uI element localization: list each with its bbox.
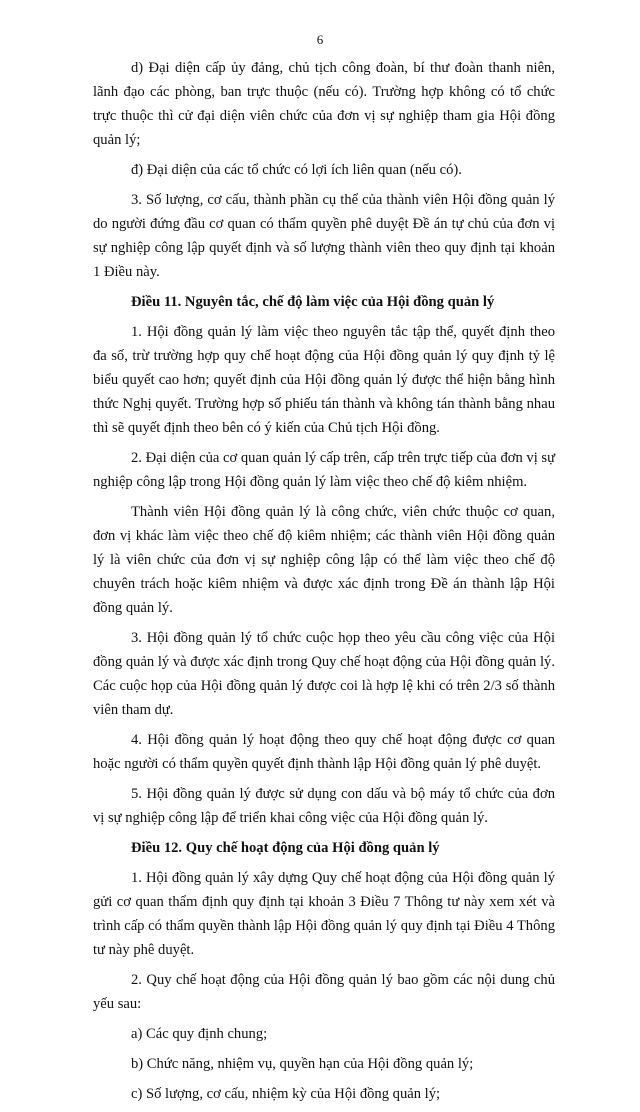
heading-article-12: Điều 12. Quy chế hoạt động của Hội đồng quản lý [131,840,440,856]
article-11-clause-1: 1. Hội đồng quản lý làm việc theo nguyên tắc tập thể, quyết định theo đa số, trừ trường hợp quy chế hoạt động của Hội đồng quản lý quy định tỷ lệ biểu quyết cao hơn; quyết định của Hội đồng quản lý được thể hiện bằng hình thức Nghị quyết. Trường hợp số phiếu tán thành và không tán thành bằng nhau thì sẽ quyết định theo bên có ý kiến của Chủ tịch Hội đồng. [93,324,555,436]
paragraph-d: d) Đại diện cấp ủy đảng, chủ tịch công đoàn, bí thư đoàn thanh niên, lãnh đạo các phòng, ban trực thuộc (nếu có). Trường hợp không có tổ chức trực thuộc thì cử đại diện viên chức của đơn vị sự nghiệp tham gia Hội đồng quản lý; [93,60,555,148]
article-12-item-c: c) Số lượng, cơ cấu, nhiệm kỳ của Hội đồng quản lý; [131,1086,441,1102]
article-11-clause-3: 3. Hội đồng quản lý tổ chức cuộc họp theo yêu cầu công việc của Hội đồng quản lý và được xác định trong Quy chế hoạt động của Hội đồng quản lý. Các cuộc họp của Hội đồng quản lý được coi là hợp lệ khi có trên 2/3 số thành viên tham dự. [93,630,555,718]
article-11-clause-2: 2. Đại diện của cơ quan quản lý cấp trên, cấp trên trực tiếp của đơn vị sự nghiệp công lập trong Hội đồng quản lý làm việc theo chế độ kiêm nhiệm. [93,450,555,490]
paragraph-3: 3. Số lượng, cơ cấu, thành phần cụ thể của thành viên Hội đồng quản lý do người đứng đầu cơ quan có thẩm quyền phê duyệt Đề án tự chủ của đơn vị sự nghiệp công lập quyết định và số lượng thành viên theo quy định tại khoản 1 Điều này. [93,192,555,280]
heading-article-11: Điều 11. Nguyên tắc, chế độ làm việc của Hội đồng quản lý [131,294,495,310]
article-12-clause-1: 1. Hội đồng quản lý xây dựng Quy chế hoạt động của Hội đồng quản lý gửi cơ quan thẩm định quy định tại khoản 3 Điều 7 Thông tư này xem xét và trình cấp có thẩm quyền thành lập Hội đồng quản lý quy định tại Điều 4 Thông tư này phê duyệt. [93,870,555,958]
article-12-item-b: b) Chức năng, nhiệm vụ, quyền hạn của Hội đồng quản lý; [131,1056,474,1072]
document-body [93,56,555,1112]
article-12-clause-2: 2. Quy chế hoạt động của Hội đồng quản lý bao gồm các nội dung chủ yếu sau: [93,972,555,1012]
paragraph-dd: đ) Đại diện của các tổ chức có lợi ích liên quan (nếu có). [131,162,462,178]
article-11-clause-5: 5. Hội đồng quản lý được sử dụng con dấu và bộ máy tổ chức của đơn vị sự nghiệp công lập để triển khai công việc của Hội đồng quản lý. [93,786,555,826]
page-number: 6 [316,32,324,47]
article-11-clause-4: 4. Hội đồng quản lý hoạt động theo quy chế hoạt động được cơ quan hoặc người có thẩm quyền quyết định thành lập Hội đồng quản lý phê duyệt. [93,732,555,772]
article-11-clause-2-b: Thành viên Hội đồng quản lý là công chức, viên chức thuộc cơ quan, đơn vị khác làm việc theo chế độ kiêm nhiệm; các thành viên Hội đồng quản lý là viên chức của đơn vị sự nghiệp công lập có thể làm việc theo chế độ chuyên trách hoặc kiêm nhiệm và được xác định trong Đề án thành lập Hội đồng quản lý. [93,504,555,616]
article-12-item-a: a) Các quy định chung; [131,1026,268,1042]
